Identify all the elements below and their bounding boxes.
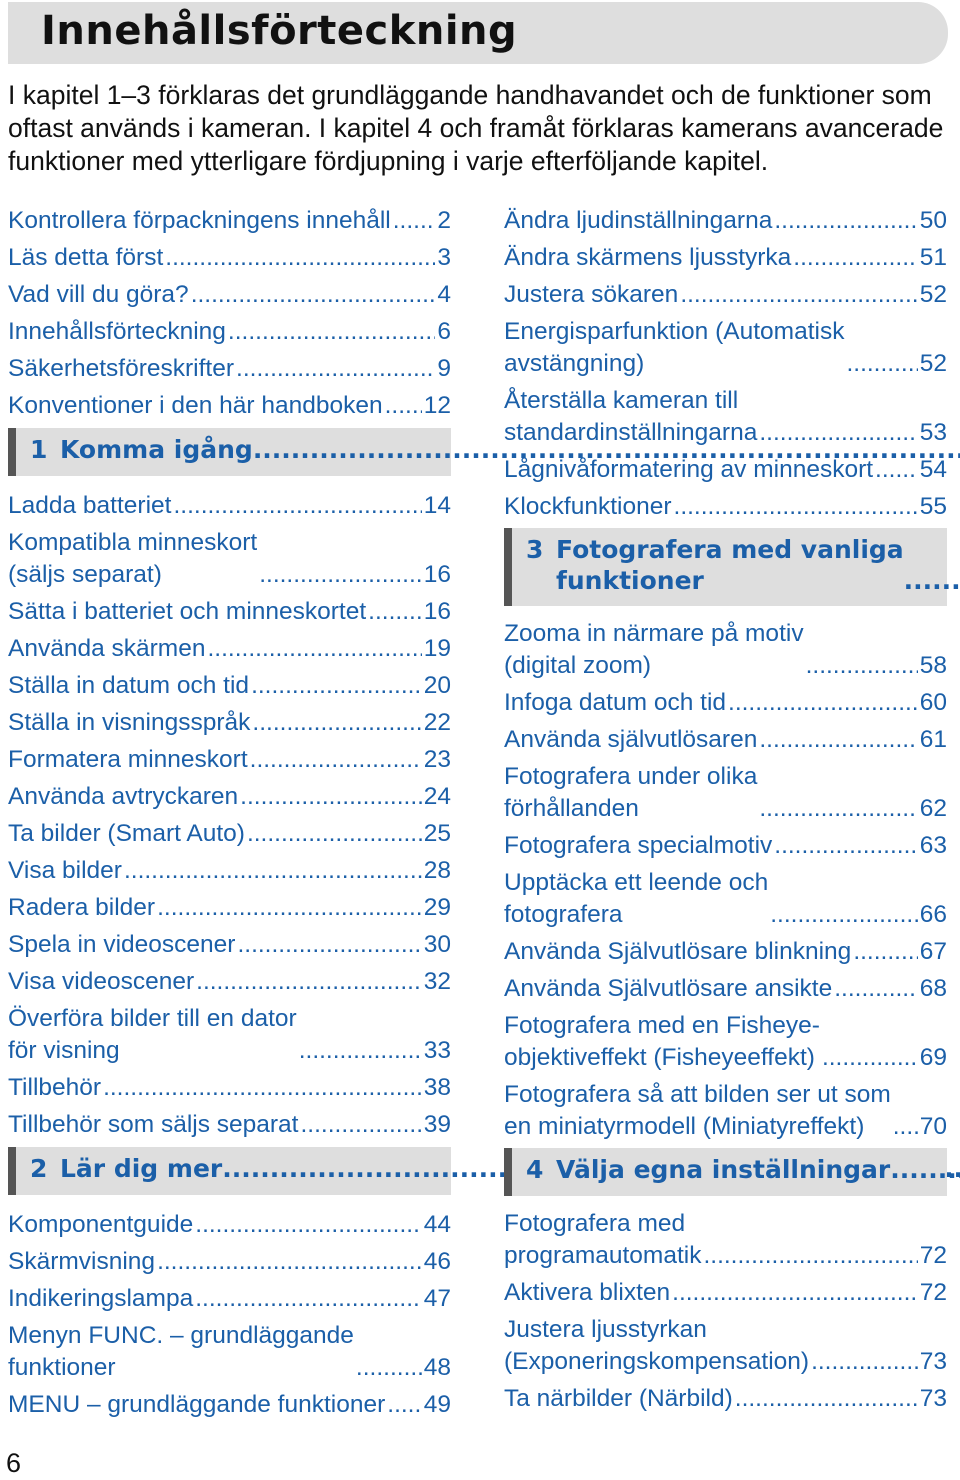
toc-page-number: 69 [919, 1044, 947, 1071]
dot-leader [207, 633, 421, 665]
toc-entry-label: Ladda batteriet [8, 492, 172, 519]
dot-leader [834, 973, 918, 1005]
dot-leader [728, 687, 918, 719]
toc-page-number: 61 [919, 726, 947, 753]
toc-page-number: 22 [423, 709, 451, 736]
toc-entry-label: Fotografera specialmotiv [504, 832, 773, 859]
toc-entry-label: Överföra bilder till en dator för visning [8, 1005, 297, 1064]
toc-entry-label: Menyn FUNC. – grundläggande funktioner [8, 1322, 354, 1381]
toc-entry[interactable] [8, 1072, 451, 1104]
toc-page-number: 73 [919, 1385, 947, 1412]
dot-leader [904, 565, 960, 596]
toc-entry[interactable] [8, 353, 451, 385]
toc-entry-label: Energisparfunktion (Automatisk avstängning) [504, 318, 845, 377]
toc-entry[interactable] [8, 1209, 451, 1241]
toc-page-number: 29 [423, 894, 451, 921]
toc-entry-label: Innehållsförteckning [8, 318, 226, 345]
toc-entry-label: Lågnivåformatering av minneskort [504, 456, 874, 483]
toc-entry[interactable] [504, 279, 947, 311]
dot-leader [157, 892, 422, 924]
chapter-text [556, 1154, 960, 1185]
dot-leader [300, 1109, 421, 1141]
toc-entry-label: Tillbehör som säljs separat [8, 1111, 299, 1138]
toc-entry[interactable] [8, 1003, 451, 1067]
dot-leader [251, 670, 422, 702]
dot-leader [240, 781, 422, 813]
dot-leader [196, 966, 422, 998]
dot-leader [759, 793, 917, 825]
toc-entry-label: MENU – grundläggande funktioner [8, 1391, 386, 1418]
dot-leader [703, 1240, 917, 1272]
chapter-heading[interactable] [8, 428, 451, 476]
toc-entry[interactable] [8, 242, 451, 274]
title-bar [8, 2, 948, 64]
toc-entry-label: Använda självutlösaren [504, 726, 758, 753]
toc-entry-label: Ta bilder (Smart Auto) [8, 820, 245, 847]
toc-entry-label: Tillbehör [8, 1074, 102, 1101]
toc-page-number: 49 [423, 1391, 451, 1418]
intro-paragraph: I kapitel 1–3 förklaras det grundläggande handhavandet och de funktioner som oftast används i kameran. I kapitel 4 och framåt förklaras kamerans avancerade funktioner med ytterligare fördjupning i varje efterföljande kapitel. [8, 80, 944, 176]
toc-entry[interactable] [8, 1283, 451, 1315]
toc-entry[interactable] [8, 818, 451, 850]
chapter-heading[interactable] [504, 1148, 947, 1196]
toc-entry-label: Visa videoscener [8, 968, 195, 995]
toc-page-number: 70 [919, 1113, 947, 1140]
toc-entry-label: Ändra ljudinställningarna [504, 207, 773, 234]
dot-leader [173, 490, 421, 522]
toc-entry[interactable] [504, 724, 947, 756]
dot-leader [393, 205, 436, 237]
toc-entry[interactable] [8, 781, 451, 813]
toc-entry[interactable] [504, 1277, 947, 1309]
dot-leader [806, 650, 918, 682]
toc-entry-label: Fotografera med programautomatik [504, 1210, 702, 1269]
toc-page-number: 54 [919, 456, 947, 483]
toc-entry-label: Komponentguide [8, 1211, 194, 1238]
toc-entry[interactable] [504, 205, 947, 237]
toc-entry[interactable] [504, 454, 947, 486]
toc-entry-label: Läs detta först [8, 244, 164, 271]
toc-page-number: 55 [919, 493, 947, 520]
toc-page-number: 28 [423, 857, 451, 884]
toc-page-number: 3 [437, 244, 451, 271]
toc-entry-label: Konventioner i den här handboken [8, 392, 383, 419]
toc-entry[interactable] [504, 973, 947, 1005]
dot-leader [103, 1072, 422, 1104]
toc-entry[interactable] [504, 242, 947, 274]
dot-leader [890, 1154, 960, 1185]
toc-page-number: 63 [919, 832, 947, 859]
dot-leader [759, 417, 917, 449]
toc-entry[interactable] [504, 1314, 947, 1378]
chapter-number: 2 [30, 1154, 48, 1183]
chapter-title: Fotografera med vanliga funktioner [556, 535, 904, 595]
toc-page-number: 33 [423, 1037, 451, 1064]
toc-entry[interactable] [504, 830, 947, 862]
toc-page-number: 30 [423, 931, 451, 958]
toc-entry-label: Fotografera med en Fisheye- objektiveffekt (Fisheyeeffekt) [504, 1012, 820, 1071]
toc-entry-label: Ändra skärmens ljusstyrka [504, 244, 792, 271]
dot-leader [356, 1352, 422, 1384]
toc-entry[interactable] [8, 1109, 451, 1141]
page-title: Innehållsförteckning [41, 8, 518, 54]
toc-entry-label: Formatera minneskort [8, 746, 248, 773]
toc-page-number: 16 [423, 598, 451, 625]
toc-page-number: 38 [423, 1074, 451, 1101]
toc-page-number: 12 [423, 392, 451, 419]
toc-entry[interactable] [504, 385, 947, 449]
toc-entry[interactable] [8, 670, 451, 702]
dot-leader [846, 348, 917, 380]
toc-entry-label: Ta närbilder (Närbild) [504, 1385, 733, 1412]
toc-page-number: 32 [423, 968, 451, 995]
toc-entry[interactable] [504, 867, 947, 931]
dot-leader [672, 1277, 918, 1309]
toc-left-column [8, 205, 451, 1426]
chapter-number: 1 [30, 435, 48, 464]
toc-entry[interactable] [504, 687, 947, 719]
dot-leader [770, 899, 917, 931]
toc-page-number: 72 [919, 1242, 947, 1269]
toc-entry[interactable] [504, 618, 947, 682]
toc-page-number: 53 [919, 419, 947, 446]
toc-entry-label: Visa bilder [8, 857, 122, 884]
toc-entry-label: Indikeringslampa [8, 1285, 194, 1312]
toc-entry[interactable] [8, 744, 451, 776]
dot-leader [385, 390, 422, 422]
toc-page-number: 25 [423, 820, 451, 847]
toc-entry[interactable] [504, 316, 947, 380]
toc-page-number: 62 [919, 795, 947, 822]
dot-leader [759, 724, 917, 756]
toc-page-number: 23 [423, 746, 451, 773]
dot-leader [822, 1042, 918, 1074]
dot-leader [237, 929, 421, 961]
dot-leader [774, 830, 917, 862]
chapter-heading[interactable] [504, 528, 947, 606]
dot-leader [875, 454, 918, 486]
toc-entry-label: Ställa in visningsspråk [8, 709, 251, 736]
toc-entry-label: Använda skärmen [8, 635, 206, 662]
toc-entry[interactable] [8, 390, 451, 422]
toc-entry-label: Radera bilder [8, 894, 156, 921]
toc-entry[interactable] [8, 892, 451, 924]
toc-page-number: 9 [437, 355, 451, 382]
toc-entry[interactable] [8, 929, 451, 961]
toc-entry-label: Zooma in närmare på motiv (digital zoom) [504, 620, 804, 679]
toc-page-number: 6 [437, 318, 451, 345]
toc-entry-label: Återställa kameran till standardinställningarna [504, 387, 758, 446]
dot-leader [811, 1346, 918, 1378]
toc-page-number: 52 [919, 281, 947, 308]
toc-entry-label: Infoga datum och tid [504, 689, 727, 716]
chapter-title: Lär dig mer [60, 1154, 223, 1183]
toc-page-number: 60 [919, 689, 947, 716]
toc-page-number: 48 [423, 1354, 451, 1381]
toc-entry-label: Fotografera under olika förhållanden [504, 763, 758, 822]
toc-page-number: 16 [423, 561, 451, 588]
toc-entry-label: Aktivera blixten [504, 1279, 671, 1306]
dot-leader [299, 1035, 422, 1067]
toc-page-number: 39 [423, 1111, 451, 1138]
toc-entry[interactable] [8, 633, 451, 665]
dot-leader [157, 1246, 422, 1278]
toc-entry[interactable] [8, 966, 451, 998]
toc-entry-label: Spela in videoscener [8, 931, 236, 958]
toc-page-number: 44 [423, 1211, 451, 1238]
toc-page-number: 24 [423, 783, 451, 810]
dot-leader [853, 936, 917, 968]
chapter-number: 4 [526, 1155, 544, 1184]
toc-entry-label: Kompatibla minneskort (säljs separat) [8, 529, 258, 588]
toc-page-number: 68 [919, 975, 947, 1002]
chapter-number: 3 [526, 535, 544, 564]
toc-entry[interactable] [8, 1320, 451, 1384]
toc-page-number: 51 [919, 244, 947, 271]
toc-page-number: 66 [919, 901, 947, 928]
toc-entry-label: Använda avtryckaren [8, 783, 239, 810]
dot-leader [680, 279, 917, 311]
toc-entry-label: Ställa in datum och tid [8, 672, 250, 699]
toc-entry[interactable] [504, 1079, 947, 1143]
toc-entry-label: Fotografera så att bilden ser ut som en miniatyrmodell (Miniatyreffekt) [504, 1081, 891, 1140]
chapter-title: Komma igång [60, 435, 253, 464]
dot-leader [774, 205, 917, 237]
toc-entry[interactable] [8, 205, 451, 237]
dot-leader [735, 1383, 918, 1415]
toc-page-number: 14 [423, 492, 451, 519]
toc-page-number: 19 [423, 635, 451, 662]
toc-page-number: 72 [919, 1279, 947, 1306]
toc-page-number: 50 [919, 207, 947, 234]
dot-leader [195, 1209, 421, 1241]
dot-leader [368, 596, 422, 628]
chapter-text [556, 534, 960, 596]
dot-leader [893, 1111, 918, 1143]
dot-leader [195, 1283, 422, 1315]
toc-entry-label: Kontrollera förpackningens innehåll [8, 207, 391, 234]
toc-entry[interactable] [504, 1010, 947, 1074]
toc-entry[interactable] [8, 1389, 451, 1421]
dot-leader [191, 279, 436, 311]
toc-entry-label: Säkerhetsföreskrifter [8, 355, 235, 382]
toc-entry-label: Justera sökaren [504, 281, 679, 308]
toc-entry[interactable] [8, 279, 451, 311]
toc-entry[interactable] [504, 761, 947, 825]
toc-entry-label: Justera ljusstyrkan (Exponeringskompensation) [504, 1316, 810, 1375]
toc-page-number: 52 [919, 350, 947, 377]
dot-leader [236, 353, 435, 385]
toc-entry[interactable] [8, 707, 451, 739]
toc-entry-label: Använda Självutlösare blinkning [504, 938, 852, 965]
toc-entry[interactable] [504, 491, 947, 523]
toc-entry[interactable] [8, 490, 451, 522]
dot-leader [793, 242, 917, 274]
toc-page-number: 20 [423, 672, 451, 699]
page-number: 6 [6, 1448, 22, 1478]
toc-entry-label: Använda Självutlösare ansikte [504, 975, 833, 1002]
dot-leader [247, 818, 422, 850]
toc-page-number: 73 [919, 1348, 947, 1375]
dot-leader [387, 1389, 421, 1421]
dot-leader [674, 491, 918, 523]
dot-leader [259, 559, 422, 591]
dot-leader [124, 855, 422, 887]
toc-entry[interactable] [504, 1208, 947, 1272]
chapter-heading[interactable] [8, 1147, 451, 1195]
toc-entry[interactable] [504, 1383, 947, 1415]
dot-leader [252, 707, 421, 739]
toc-page-number: 4 [437, 281, 451, 308]
toc-entry-label: Sätta i batteriet och minneskortet [8, 598, 367, 625]
toc-entry-label: Vad vill du göra? [8, 281, 189, 308]
toc-page-number: 67 [919, 938, 947, 965]
toc-entry[interactable] [8, 527, 451, 591]
toc-entry-label: Klockfunktioner [504, 493, 672, 520]
dot-leader [250, 744, 422, 776]
dot-leader [228, 316, 435, 348]
toc-page-number: 2 [437, 207, 451, 234]
chapter-title: Välja egna inställningar [556, 1155, 891, 1184]
toc-page-number: 46 [423, 1248, 451, 1275]
toc-page-number: 58 [919, 652, 947, 679]
dot-leader [165, 242, 435, 274]
toc-entry[interactable] [504, 936, 947, 968]
toc-entry[interactable] [8, 316, 451, 348]
toc-entry[interactable] [8, 855, 451, 887]
toc-right-column [504, 205, 947, 1420]
toc-entry-label: Upptäcka ett leende och fotografera [504, 869, 769, 928]
toc-page-number: 47 [423, 1285, 451, 1312]
toc-entry-label: Skärmvisning [8, 1248, 156, 1275]
toc-entry[interactable] [8, 1246, 451, 1278]
toc-entry[interactable] [8, 596, 451, 628]
